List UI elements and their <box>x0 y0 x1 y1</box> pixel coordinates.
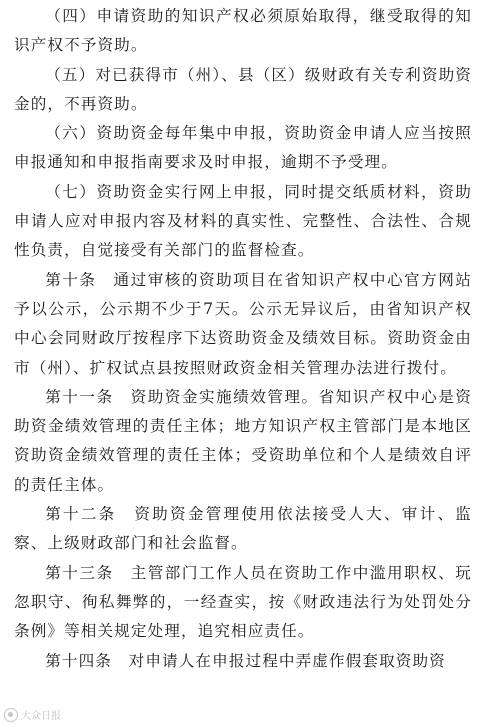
watermark-logo-icon <box>4 708 18 722</box>
paragraph-article-10: 第十条 通过审核的资助项目在省知识产权中心官方网站予以公示，公示期不少于7天。公示无异议后，由省知识产权中心会同财政厅按程序下达资助资金及绩效目标。资助资金由市（州）、扩权试点县按照财政资金相关管理办法进行拨付。 <box>14 270 472 377</box>
paragraph-article-11: 第十一条 资助资金实施绩效管理。省知识产权中心是资助资金绩效管理的责任主体；地方知识产权主管部门是本地区资助资金绩效管理的责任主体；受资助单位和个人是绩效自评的责任主体。 <box>14 387 472 494</box>
paragraph-article-9-item-4: （四）申请资助的知识产权必须原始取得，继受取得的知识产权不予资助。 <box>14 7 472 55</box>
paragraph-article-13: 第十三条 主管部门工作人员在资助工作中滥用职权、玩忽职守、徇私舞弊的，一经查实，按《财政违法行为处罚处分条例》等相关规定处理，追究相应责任。 <box>14 563 472 641</box>
paragraph-article-9-item-7: （七）资助资金实行网上申报，同时提交纸质材料，资助申请人应对申报内容及材料的真实性、完整性、合法性、合规性负责，自觉接受有关部门的监督检查。 <box>14 182 472 260</box>
paragraph-article-9-item-6: （六）资助资金每年集中申报，资助资金申请人应当按照申报通知和申报指南要求及时申报，逾期不予受理。 <box>14 124 472 172</box>
paragraph-article-12: 第十二条 资助资金管理使用依法接受人大、审计、监察、上级财政部门和社会监督。 <box>14 505 472 553</box>
watermark-text: 大众日报 <box>21 711 61 722</box>
paragraph-article-9-item-5: （五）对已获得市（州）、县（区）级财政有关专利资助资金的，不再资助。 <box>14 65 472 113</box>
watermark <box>4 707 61 722</box>
paragraph-article-14: 第十四条 对申请人在申报过程中弄虚作假套取资助资 <box>45 651 446 670</box>
